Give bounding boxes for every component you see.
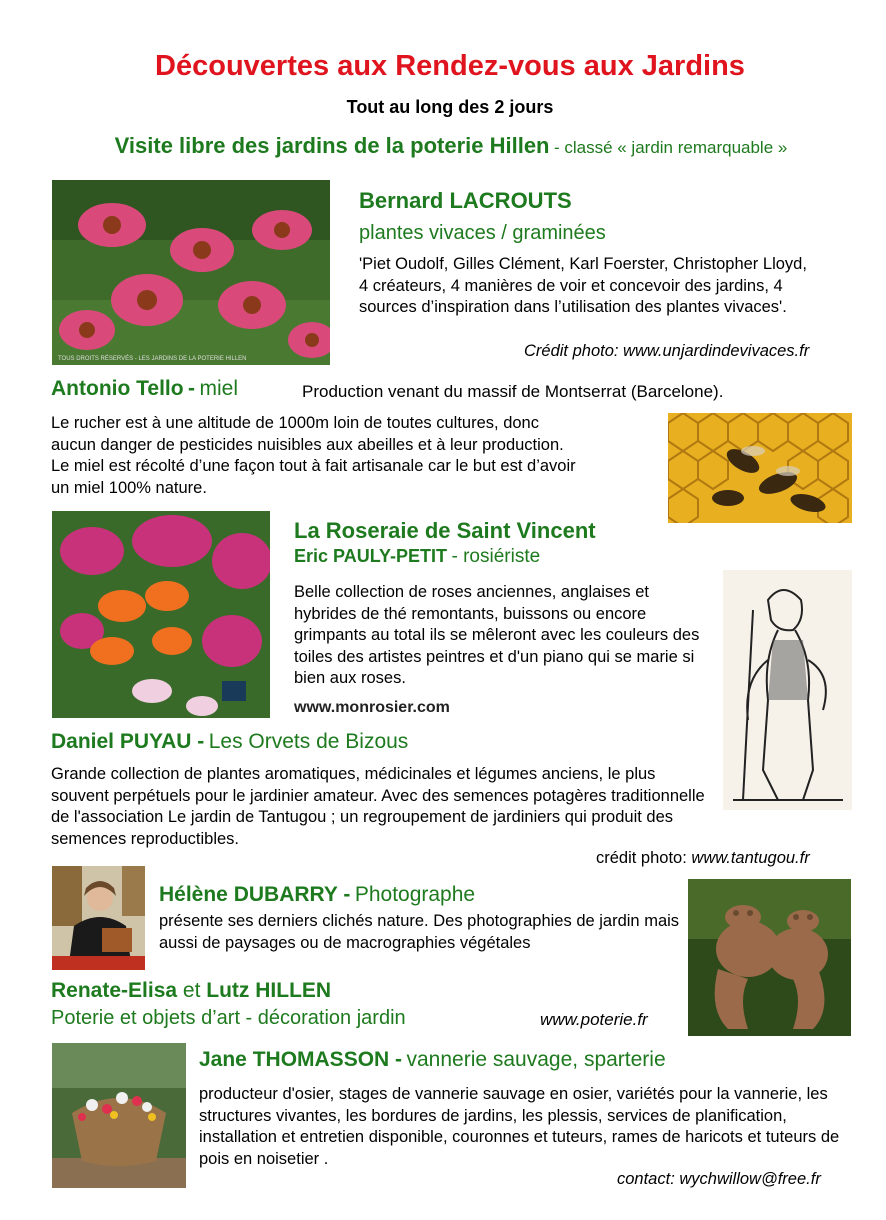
- dubarry-heading: [159, 883, 475, 907]
- puyau-credit-site: www.tantugou.fr: [691, 849, 810, 867]
- hillen-heading: [51, 979, 331, 1003]
- lacrouts-credit: Crédit photo: www.unjardindevivaces.fr: [524, 342, 810, 360]
- puyau-heading: [51, 730, 408, 754]
- tello-name: Antonio Tello: [51, 377, 184, 400]
- tello-product: miel: [199, 377, 239, 400]
- lilies-roses-photo: [52, 511, 270, 718]
- visit-line: [0, 133, 886, 159]
- hillen-and: et: [182, 979, 201, 1002]
- roseraie-title: La Roseraie de Saint Vincent: [294, 518, 596, 543]
- roseraie-website[interactable]: www.monrosier.com: [294, 699, 450, 716]
- page-title: Découvertes aux Rendez-vous aux Jardins: [155, 50, 745, 82]
- lacrouts-role: plantes vivaces / graminées: [359, 222, 606, 244]
- thomasson-text: producteur d'osier, stages de vannerie sauvage en osier, variétés pour la vannerie, les structures vivantes, les bordures de jardins, les plessis, services de planification, installation et entretien disponible, couronnes et tuteurs, rames de haricots et tuteurs de pois en noisetier .: [199, 1085, 840, 1168]
- tello-text: Le rucher est à une altitude de 1000m loin de toutes cultures, donc aucun danger de pesticides nuisibles aux abeilles et à leur production. Le miel est récolté d’une façon tout à fait artisanale car le but est d’avoir un miel 100% nature.: [51, 414, 576, 497]
- photo-caption: TOUS DROITS RÉSERVÉS - LES JARDINS DE LA POTERIE HILLEN: [58, 356, 247, 362]
- dubarry-role: Photographe: [354, 883, 476, 906]
- thomasson-contact[interactable]: contact: wychwillow@free.fr: [617, 1170, 821, 1188]
- thomasson-heading: [199, 1048, 666, 1072]
- hillen-name1: Renate-Elisa: [51, 979, 178, 1002]
- puyau-credit-label: crédit photo:: [596, 849, 687, 867]
- tello-heading: [51, 377, 238, 401]
- honeybee-photo: [668, 413, 852, 523]
- puyau-role: Les Orvets de Bizous: [208, 730, 409, 753]
- hillen-name2: Lutz HILLEN: [206, 979, 332, 1002]
- thomasson-name: Jane THOMASSON -: [199, 1048, 403, 1071]
- puyau-name: Daniel PUYAU -: [51, 730, 205, 753]
- hillen-website[interactable]: www.poterie.fr: [540, 1010, 648, 1029]
- echinacea-photo: [52, 180, 330, 365]
- dubarry-text: présente ses derniers clichés nature. Des photographies de jardin mais aussi de paysages ou de macrographies végétales: [159, 912, 680, 952]
- gardener-drawing: [723, 570, 852, 810]
- puyau-text: Grande collection de plantes aromatiques, médicinales et légumes anciens, le plus souvent perpétuels pour le jardinier amateur. Avec des semences potagères traditionnelle de l'association Le jardin de Tantugou ; un regroupement de jardiniers qui produit des semences reproductibles.: [51, 765, 705, 848]
- photographer-photo: [52, 866, 145, 970]
- frog-sculpture-photo: [688, 879, 851, 1036]
- dubarry-name: Hélène DUBARRY -: [159, 883, 351, 906]
- roseraie-role: - rosiériste: [451, 546, 541, 567]
- roseraie-person: [294, 546, 540, 568]
- visit-main: Visite libre des jardins de la poterie Hillen: [114, 133, 550, 158]
- lacrouts-name: Bernard LACROUTS: [359, 188, 572, 213]
- page-subtitle: Tout au long des 2 jours: [346, 97, 554, 117]
- tello-dash: -: [188, 377, 196, 400]
- puyau-credit: [596, 849, 810, 868]
- tello-origin: Production venant du massif de Montserrat (Barcelone).: [302, 382, 724, 401]
- lacrouts-text: 'Piet Oudolf, Gilles Clément, Karl Foerster, Christopher Lloyd, 4 créateurs, 4 manières de voir et concevoir des jardins, 4 sources d’inspiration dans l’utilisation des plantes vivaces'.: [359, 255, 807, 316]
- flower-basket-photo: [52, 1043, 186, 1188]
- visit-suffix: - classé « jardin remarquable »: [553, 138, 788, 157]
- hillen-role: Poterie et objets d’art - décoration jardin: [51, 1007, 406, 1029]
- roseraie-text: Belle collection de roses anciennes, anglaises et hybrides de thé remontants, buissons ou encore grimpants au total ils se mêleront avec les couleurs des toiles des artistes peintres et d'un piano qui se marie si bien aux roses.: [294, 583, 700, 687]
- roseraie-name: Eric PAULY-PETIT: [294, 546, 448, 566]
- thomasson-role: vannerie sauvage, sparterie: [406, 1048, 666, 1071]
